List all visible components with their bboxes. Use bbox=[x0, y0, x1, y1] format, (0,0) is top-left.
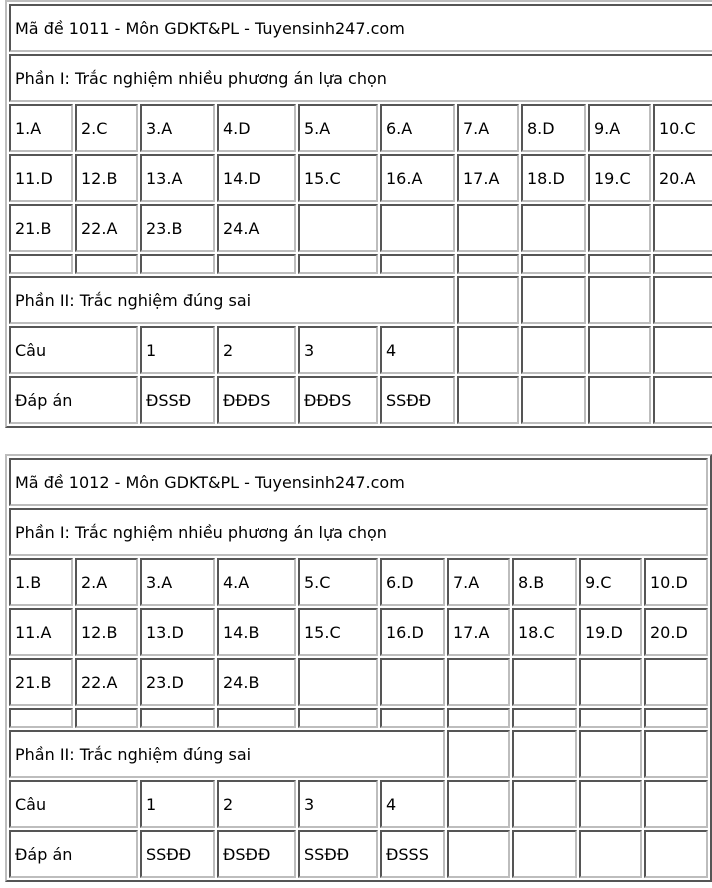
question-number: 1 bbox=[140, 780, 215, 828]
answer-key-row bbox=[9, 830, 708, 878]
empty-cell bbox=[9, 708, 73, 728]
empty-cell bbox=[298, 254, 378, 274]
answer-cell: 3.A bbox=[140, 104, 215, 152]
answer-cell: 16.D bbox=[380, 608, 445, 656]
empty-cell bbox=[579, 730, 642, 778]
answer-cell: 23.D bbox=[140, 658, 215, 706]
answer-row bbox=[9, 558, 708, 606]
answer-key-row bbox=[9, 376, 712, 424]
answer-cell: 7.A bbox=[447, 558, 510, 606]
empty-cell bbox=[579, 780, 642, 828]
spacer-row bbox=[9, 708, 708, 728]
empty-cell bbox=[579, 708, 642, 728]
table-title: Mã đề 1011 - Môn GDKT&PL - Tuyensinh247.com bbox=[9, 4, 712, 52]
true-false-answer: ĐSSĐ bbox=[140, 376, 215, 424]
empty-cell bbox=[644, 830, 708, 878]
answer-cell: 17.A bbox=[457, 154, 519, 202]
answer-cell bbox=[644, 658, 708, 706]
question-number: 2 bbox=[217, 780, 296, 828]
empty-cell bbox=[75, 708, 138, 728]
empty-cell bbox=[644, 708, 708, 728]
answer-cell: 9.A bbox=[588, 104, 651, 152]
part1-title: Phần I: Trắc nghiệm nhiều phương án lựa chọn bbox=[9, 508, 708, 556]
answer-cell: 2.C bbox=[75, 104, 138, 152]
empty-cell bbox=[512, 730, 577, 778]
answer-cell: 23.B bbox=[140, 204, 215, 252]
answer-cell bbox=[380, 204, 455, 252]
empty-cell bbox=[521, 326, 586, 374]
question-number: 3 bbox=[298, 780, 378, 828]
answer-cell: 10.C bbox=[653, 104, 712, 152]
answer-cell: 4.D bbox=[217, 104, 296, 152]
answer-cell: 18.C bbox=[512, 608, 577, 656]
answer-cell: 15.C bbox=[298, 154, 378, 202]
question-row bbox=[9, 780, 708, 828]
answer-cell: 13.A bbox=[140, 154, 215, 202]
answer-cell: 1.B bbox=[9, 558, 73, 606]
empty-cell bbox=[512, 708, 577, 728]
empty-cell bbox=[512, 830, 577, 878]
empty-cell bbox=[588, 376, 651, 424]
question-number: 1 bbox=[140, 326, 215, 374]
answer-cell: 11.D bbox=[9, 154, 73, 202]
cau-label: Câu bbox=[9, 780, 138, 828]
true-false-answer: ĐSSS bbox=[380, 830, 445, 878]
empty-cell bbox=[447, 830, 510, 878]
answer-cell: 12.B bbox=[75, 154, 138, 202]
table-title: Mã đề 1012 - Môn GDKT&PL - Tuyensinh247.com bbox=[9, 458, 708, 506]
empty-cell bbox=[217, 254, 296, 274]
answer-cell bbox=[298, 204, 378, 252]
empty-cell bbox=[217, 708, 296, 728]
answer-cell: 11.A bbox=[9, 608, 73, 656]
empty-cell bbox=[457, 254, 519, 274]
question-number: 4 bbox=[380, 326, 455, 374]
spacer-row bbox=[9, 254, 712, 274]
answer-row bbox=[9, 104, 712, 152]
answer-cell: 10.D bbox=[644, 558, 708, 606]
cau-label: Câu bbox=[9, 326, 138, 374]
answer-cell: 18.D bbox=[521, 154, 586, 202]
true-false-answer: ĐĐĐS bbox=[217, 376, 296, 424]
empty-cell bbox=[457, 376, 519, 424]
answer-cell: 21.B bbox=[9, 658, 73, 706]
question-number: 3 bbox=[298, 326, 378, 374]
part2-title: Phần II: Trắc nghiệm đúng sai bbox=[9, 730, 445, 778]
true-false-answer: SSĐĐ bbox=[380, 376, 455, 424]
empty-cell bbox=[512, 780, 577, 828]
empty-cell bbox=[588, 326, 651, 374]
empty-cell bbox=[644, 780, 708, 828]
dapan-label: Đáp án bbox=[9, 376, 138, 424]
answer-cell: 1.A bbox=[9, 104, 73, 152]
answer-cell: 12.B bbox=[75, 608, 138, 656]
answer-cell: 21.B bbox=[9, 204, 73, 252]
answer-cell: 22.A bbox=[75, 658, 138, 706]
answer-cell bbox=[512, 658, 577, 706]
answer-row bbox=[9, 154, 712, 202]
empty-cell bbox=[457, 276, 519, 324]
answer-cell: 19.C bbox=[588, 154, 651, 202]
answer-cell bbox=[457, 204, 519, 252]
answer-cell: 8.D bbox=[521, 104, 586, 152]
empty-cell bbox=[380, 254, 455, 274]
question-row bbox=[9, 326, 712, 374]
answer-cell: 6.D bbox=[380, 558, 445, 606]
answer-cell: 22.A bbox=[75, 204, 138, 252]
empty-cell bbox=[447, 780, 510, 828]
empty-cell bbox=[521, 254, 586, 274]
true-false-answer: SSĐĐ bbox=[298, 830, 378, 878]
answer-table-1012 bbox=[5, 454, 712, 882]
answer-cell: 19.D bbox=[579, 608, 642, 656]
answer-cell: 24.A bbox=[217, 204, 296, 252]
answer-cell: 20.D bbox=[644, 608, 708, 656]
answer-cell: 5.C bbox=[298, 558, 378, 606]
answer-cell: 15.C bbox=[298, 608, 378, 656]
dapan-label: Đáp án bbox=[9, 830, 138, 878]
empty-cell bbox=[653, 254, 712, 274]
empty-cell bbox=[447, 708, 510, 728]
answer-cell: 9.C bbox=[579, 558, 642, 606]
empty-cell bbox=[521, 276, 586, 324]
empty-cell bbox=[521, 376, 586, 424]
answer-cell: 5.A bbox=[298, 104, 378, 152]
answer-cell: 2.A bbox=[75, 558, 138, 606]
answer-cell bbox=[579, 658, 642, 706]
answer-cell: 3.A bbox=[140, 558, 215, 606]
empty-cell bbox=[380, 708, 445, 728]
answer-row bbox=[9, 204, 712, 252]
answer-cell bbox=[447, 658, 510, 706]
answer-cell: 14.D bbox=[217, 154, 296, 202]
empty-cell bbox=[75, 254, 138, 274]
empty-cell bbox=[588, 254, 651, 274]
true-false-answer: SSĐĐ bbox=[140, 830, 215, 878]
empty-cell bbox=[644, 730, 708, 778]
empty-cell bbox=[140, 708, 215, 728]
answer-table-1011 bbox=[5, 0, 712, 428]
question-number: 2 bbox=[217, 326, 296, 374]
answer-cell: 20.A bbox=[653, 154, 712, 202]
answer-cell: 13.D bbox=[140, 608, 215, 656]
empty-cell bbox=[653, 376, 712, 424]
answer-cell bbox=[380, 658, 445, 706]
true-false-answer: ĐSĐĐ bbox=[217, 830, 296, 878]
answer-cell: 16.A bbox=[380, 154, 455, 202]
true-false-answer: ĐĐĐS bbox=[298, 376, 378, 424]
empty-cell bbox=[9, 254, 73, 274]
empty-cell bbox=[298, 708, 378, 728]
answer-cell bbox=[298, 658, 378, 706]
part1-title: Phần I: Trắc nghiệm nhiều phương án lựa chọn bbox=[9, 54, 712, 102]
answer-row bbox=[9, 608, 708, 656]
empty-cell bbox=[447, 730, 510, 778]
empty-cell bbox=[653, 326, 712, 374]
part2-title: Phần II: Trắc nghiệm đúng sai bbox=[9, 276, 455, 324]
answer-cell bbox=[588, 204, 651, 252]
answer-cell: 24.B bbox=[217, 658, 296, 706]
answer-cell: 6.A bbox=[380, 104, 455, 152]
answer-cell: 14.B bbox=[217, 608, 296, 656]
empty-cell bbox=[457, 326, 519, 374]
question-number: 4 bbox=[380, 780, 445, 828]
answer-cell: 8.B bbox=[512, 558, 577, 606]
answer-cell: 17.A bbox=[447, 608, 510, 656]
answer-row bbox=[9, 658, 708, 706]
empty-cell bbox=[140, 254, 215, 274]
answer-cell bbox=[653, 204, 712, 252]
answer-cell: 7.A bbox=[457, 104, 519, 152]
empty-cell bbox=[579, 830, 642, 878]
answer-cell: 4.A bbox=[217, 558, 296, 606]
empty-cell bbox=[653, 276, 712, 324]
answer-cell bbox=[521, 204, 586, 252]
empty-cell bbox=[588, 276, 651, 324]
